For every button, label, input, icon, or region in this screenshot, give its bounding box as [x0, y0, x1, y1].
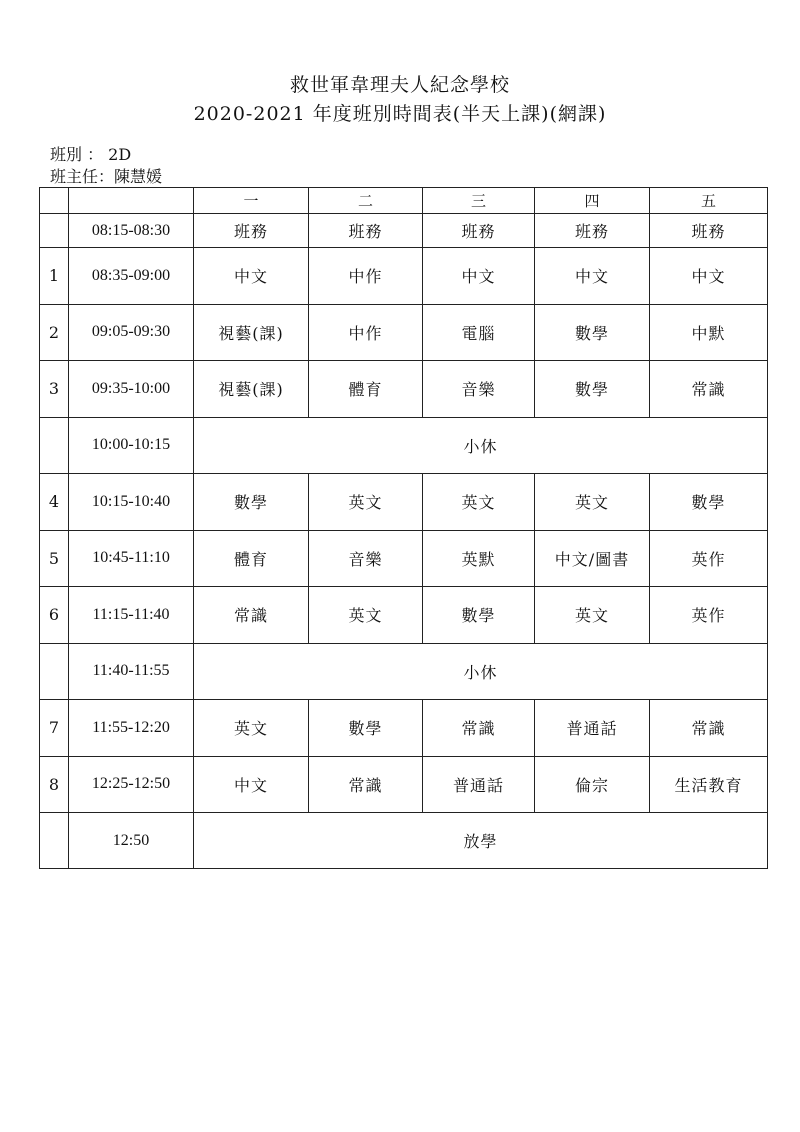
subject-cell: 常識 [194, 587, 309, 644]
subject-cell: 英文 [423, 474, 535, 531]
period-number [40, 813, 69, 869]
class-teacher-label: 班主任：陳慧媛 [50, 167, 163, 186]
period-number [40, 417, 69, 474]
break-cell: 小休 [194, 643, 768, 700]
subject-cell: 數學 [423, 587, 535, 644]
subject-cell: 中文 [535, 248, 650, 305]
subject-cell: 中默 [650, 304, 768, 361]
subject-cell: 數學 [535, 361, 650, 418]
header-row [40, 188, 768, 214]
subject-cell: 數學 [309, 700, 423, 757]
subject-cell: 英文 [194, 700, 309, 757]
period-number: 8 [40, 756, 69, 813]
period-number: 1 [40, 248, 69, 305]
table-row [40, 813, 768, 869]
period-number: 6 [40, 587, 69, 644]
period-time: 12:50 [69, 813, 194, 869]
subject-cell: 中文/圖書 [535, 530, 650, 587]
subject-cell: 常識 [650, 361, 768, 418]
table-row [40, 304, 768, 361]
subject-cell: 英默 [423, 530, 535, 587]
period-number: 4 [40, 474, 69, 531]
period-time: 10:15-10:40 [69, 474, 194, 531]
subject-cell: 班務 [309, 214, 423, 248]
subject-cell: 數學 [194, 474, 309, 531]
day-header-1: 一 [194, 188, 309, 214]
subject-cell: 普通話 [423, 756, 535, 813]
subject-cell: 視藝(課) [194, 361, 309, 418]
table-row [40, 700, 768, 757]
subject-cell: 音樂 [423, 361, 535, 418]
subject-cell: 英文 [309, 474, 423, 531]
break-cell: 小休 [194, 417, 768, 474]
subject-cell: 中文 [423, 248, 535, 305]
day-header-5: 五 [650, 188, 768, 214]
period-time: 08:15-08:30 [69, 214, 194, 248]
period-time: 08:35-09:00 [69, 248, 194, 305]
day-header-2: 二 [309, 188, 423, 214]
period-number: 2 [40, 304, 69, 361]
table-row [40, 361, 768, 418]
subject-cell: 中文 [650, 248, 768, 305]
table-row [40, 756, 768, 813]
day-header-4: 四 [535, 188, 650, 214]
period-number: 5 [40, 530, 69, 587]
school-name: 救世軍韋理夫人紀念學校 [289, 74, 510, 96]
subject-cell: 生活教育 [650, 756, 768, 813]
period-number [40, 643, 69, 700]
corner-cell [40, 188, 69, 214]
timetable-title: 2020-2021 年度班別時間表(半天上課)(網課) [193, 103, 607, 125]
period-number [40, 214, 69, 248]
table-row [40, 474, 768, 531]
break-cell: 放學 [194, 813, 768, 869]
subject-cell: 體育 [309, 361, 423, 418]
subject-cell: 班務 [650, 214, 768, 248]
subject-cell: 常識 [309, 756, 423, 813]
subject-cell: 英作 [650, 530, 768, 587]
subject-cell: 電腦 [423, 304, 535, 361]
timetable-body [40, 214, 768, 869]
table-row [40, 530, 768, 587]
subject-cell: 常識 [650, 700, 768, 757]
period-time: 11:15-11:40 [69, 587, 194, 644]
subject-cell: 英文 [309, 587, 423, 644]
table-row [40, 587, 768, 644]
table-row [40, 214, 768, 248]
period-time: 10:00-10:15 [69, 417, 194, 474]
subject-cell: 班務 [423, 214, 535, 248]
subject-cell: 中文 [194, 756, 309, 813]
subject-cell: 英文 [535, 474, 650, 531]
period-time: 11:55-12:20 [69, 700, 194, 757]
subject-cell: 中文 [194, 248, 309, 305]
period-number: 7 [40, 700, 69, 757]
subject-cell: 中作 [309, 304, 423, 361]
period-number: 3 [40, 361, 69, 418]
table-row [40, 248, 768, 305]
subject-cell: 常識 [423, 700, 535, 757]
subject-cell: 英作 [650, 587, 768, 644]
period-time: 11:40-11:55 [69, 643, 194, 700]
subject-cell: 數學 [535, 304, 650, 361]
time-header-cell [69, 188, 194, 214]
period-time: 12:25-12:50 [69, 756, 194, 813]
class-label: 班別 ： 2D [50, 145, 132, 164]
subject-cell: 音樂 [309, 530, 423, 587]
subject-cell: 英文 [535, 587, 650, 644]
period-time: 09:05-09:30 [69, 304, 194, 361]
period-time: 10:45-11:10 [69, 530, 194, 587]
subject-cell: 體育 [194, 530, 309, 587]
subject-cell: 普通話 [535, 700, 650, 757]
table-row [40, 643, 768, 700]
period-time: 09:35-10:00 [69, 361, 194, 418]
subject-cell: 班務 [535, 214, 650, 248]
subject-cell: 視藝(課) [194, 304, 309, 361]
subject-cell: 數學 [650, 474, 768, 531]
subject-cell: 中作 [309, 248, 423, 305]
day-header-3: 三 [423, 188, 535, 214]
subject-cell: 倫宗 [535, 756, 650, 813]
table-row [40, 417, 768, 474]
timetable [39, 187, 768, 869]
subject-cell: 班務 [194, 214, 309, 248]
